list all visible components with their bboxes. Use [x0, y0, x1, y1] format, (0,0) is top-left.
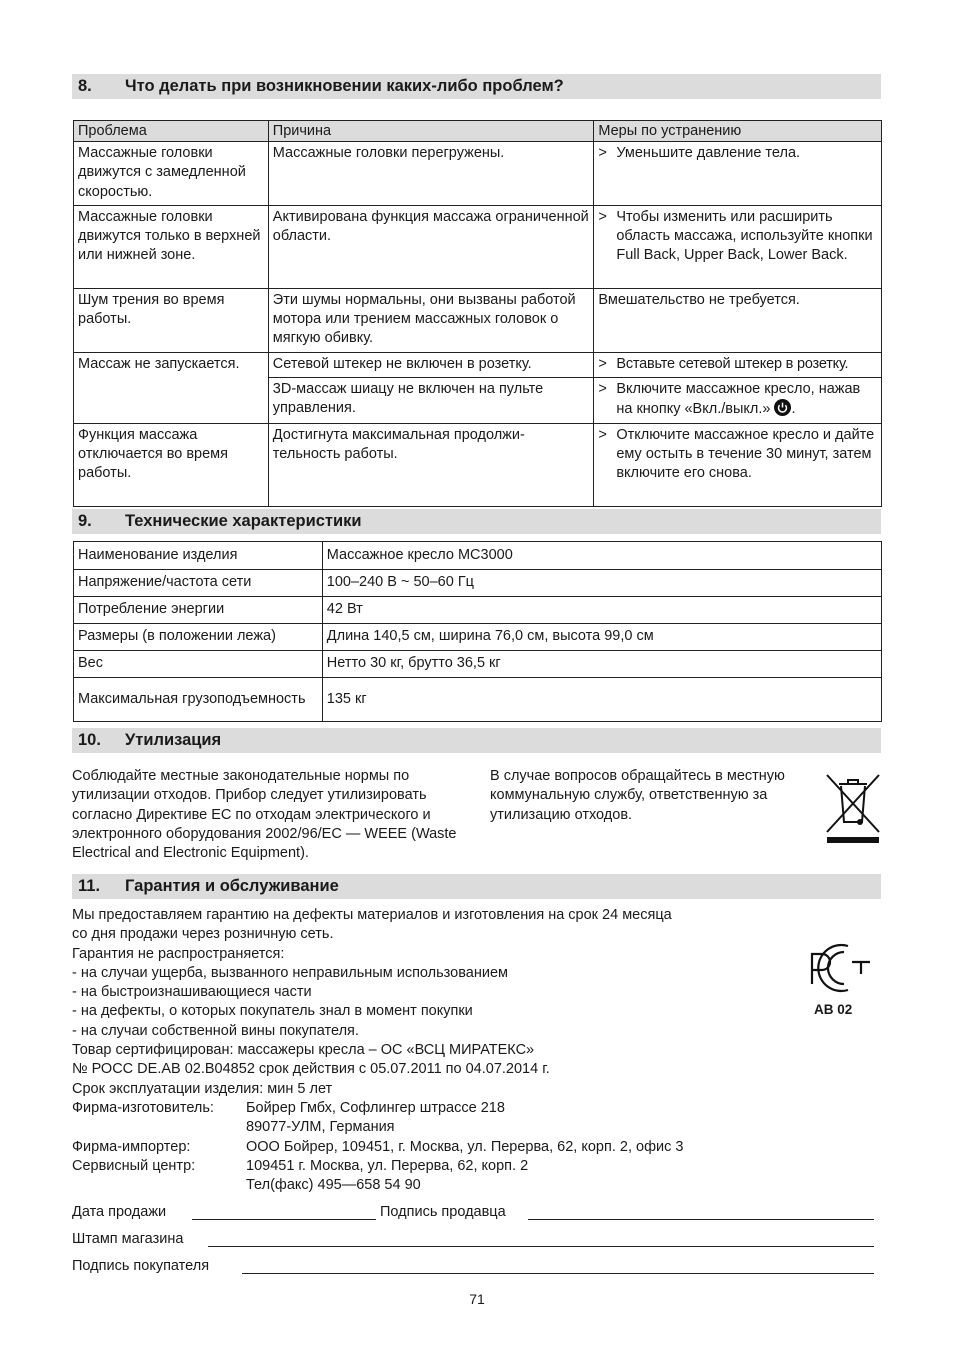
cause-cell: Сетевой штекер не включен в розетку. — [268, 352, 594, 377]
spec-label: Напряжение/частота сети — [74, 570, 323, 597]
specs-table — [73, 541, 882, 722]
problem-cell: Массаж не запускается. — [74, 352, 269, 423]
page-number: 71 — [469, 1291, 485, 1307]
spec-label: Размеры (в положении лежа) — [74, 624, 323, 651]
table-row — [74, 423, 882, 506]
bullet: > — [598, 426, 607, 443]
cause-cell: 3D-массаж шиацу не включен на пульте управления. — [268, 378, 594, 424]
text-line: - на случаи собственной вины покупателя. — [72, 1022, 359, 1039]
text-line: Срок эксплуатации изделия: мин 5 лет — [72, 1080, 333, 1097]
cause-cell: Достигнута максимальная продолжи-тельность работы. — [268, 423, 594, 506]
section-11-heading — [72, 874, 881, 899]
remedy-text: Отключите массажное кресло и дайте ему остыть в течение 30 минут, затем включите его снова. — [616, 426, 875, 482]
service-row — [72, 1176, 872, 1195]
problem-cell: Шум трения во время работы. — [74, 288, 269, 352]
section-number: 8. — [78, 77, 92, 95]
importer-value: ООО Бойрер, 109451, г. Москва, ул. Перерва, 62, корп. 2, офис 3 — [246, 1138, 684, 1155]
cause-cell: Активирована функция массажа ограниченной области. — [268, 205, 594, 288]
remedy-cell — [594, 352, 882, 377]
section-number: 11. — [78, 877, 101, 895]
cause-cell: Массажные головки перегружены. — [268, 142, 594, 206]
section-9-heading — [72, 509, 881, 534]
spec-value: 42 Вт — [322, 597, 881, 624]
section-title: Что делать при возникновении каких-либо проблем? — [125, 77, 564, 95]
manufacturer-value: 89077-УЛМ, Германия — [246, 1119, 395, 1136]
table-row — [74, 678, 882, 722]
manufacturer-row — [72, 1118, 872, 1137]
bullet: > — [598, 145, 607, 161]
importer-row — [72, 1138, 872, 1157]
manufacturer-label: Фирма-изготовитель: — [72, 1100, 214, 1116]
power-button-icon — [774, 399, 791, 416]
spec-label: Вес — [74, 651, 323, 678]
section-10-heading — [72, 728, 881, 753]
sale-date-line[interactable] — [192, 1219, 376, 1220]
text-line: - на дефекты, о которых покупатель знал в момент покупки — [72, 1003, 473, 1020]
pct-certification-logo — [798, 940, 874, 996]
sale-date-label: Дата продажи — [72, 1204, 167, 1220]
disposal-text-right: В случае вопросов обращайтесь в местную коммунальную службу, ответственную за утилизацию отходов. — [490, 768, 785, 823]
troubleshooting-table — [73, 120, 882, 507]
disposal-text-left: Соблюдайте местные законодательные нормы по утилизации отходов. Прибор следует утилизировать согласно Директиве ЕС по отходам электрического и электронного оборудования 2002/96/EC — WEEE (Waste Electrical and Electronic Equipment). — [72, 768, 457, 862]
bullet: > — [598, 381, 607, 398]
column-header: Меры по устранению — [594, 121, 882, 142]
spec-value: Массажное кресло MC3000 — [322, 542, 881, 570]
seller-sign-line[interactable] — [528, 1219, 874, 1220]
manufacturer-value: Бойрер Гмбх, Софлингер штрассе 218 — [246, 1100, 505, 1116]
remedy-cell — [594, 378, 882, 424]
problem-cell: Массажные головки движутся только в верхней или нижней зоне. — [74, 205, 269, 288]
table-row — [74, 288, 882, 352]
table-row — [74, 142, 882, 206]
remedy-cell — [594, 142, 882, 206]
text-line: Товар сертифицирован: массажеры кресла – ОС «ВСЦ МИРАТЕКС» — [72, 1042, 535, 1059]
problem-cell: Функция массажа отключается во время работы. — [74, 423, 269, 506]
spec-label: Максимальная грузоподъемность — [74, 678, 323, 722]
table-row — [74, 597, 882, 624]
cert-code: АВ 02 — [814, 1002, 853, 1017]
remedy-text: Вставьте сетевой штекер в розетку. — [616, 355, 849, 372]
table-row — [74, 570, 882, 597]
weee-crossed-bin-icon — [824, 772, 882, 844]
text-line: № РОСС DE.АВ 02.В04852 срок действия с 05.07.2011 по 04.07.2014 г. — [72, 1061, 550, 1078]
company-info — [72, 1099, 872, 1195]
stamp-label: Штамп магазина — [72, 1231, 184, 1247]
section-number: 10. — [78, 731, 101, 749]
text-line: - на быстроизнашивающиеся части — [72, 984, 312, 1001]
section-title: Технические характеристики — [125, 512, 362, 530]
stamp-line[interactable] — [208, 1246, 874, 1247]
spec-value: 100–240 В ~ 50–60 Гц — [322, 570, 881, 597]
buyer-sign-label: Подпись покупателя — [72, 1258, 210, 1274]
service-value: Тел(факс) 495—658 54 90 — [246, 1177, 421, 1194]
remedy-cell — [594, 205, 882, 288]
service-value: 109451 г. Москва, ул. Перерва, 62, корп. 2 — [246, 1157, 529, 1174]
section-title: Утилизация — [125, 731, 222, 749]
table-row — [74, 542, 882, 570]
spec-label: Наименование изделия — [74, 542, 323, 570]
warranty-text — [72, 906, 772, 1099]
spec-value: Длина 140,5 см, ширина 76,0 см, высота 99,0 см — [322, 624, 881, 651]
problem-cell: Массажные головки движутся с замедленной скоростью. — [74, 142, 269, 206]
cause-cell: Эти шумы нормальны, они вызваны работой мотора или трением массажных головок о мягкую обивку. — [268, 288, 594, 352]
table-row — [74, 352, 882, 377]
manufacturer-row — [72, 1099, 872, 1118]
remedy-cell: Вмешательство не требуется. — [594, 288, 882, 352]
section-8-heading — [72, 74, 881, 99]
spec-value: Нетто 30 кг, брутто 36,5 кг — [322, 651, 881, 678]
bullet: > — [598, 208, 607, 225]
importer-label: Фирма-импортер: — [72, 1138, 191, 1155]
table-header-row — [74, 121, 882, 142]
text-line: со дня продажи через розничную сеть. — [72, 926, 334, 943]
spec-value: 135 кг — [322, 678, 881, 722]
text-line: Мы предоставляем гарантию на дефекты материалов и изготовления на срок 24 месяца — [72, 907, 672, 923]
buyer-sign-line[interactable] — [242, 1273, 874, 1274]
service-row — [72, 1157, 872, 1176]
remedy-text-wrap: Включите массажное кресло, нажав на кнопку «Вкл./выкл.» . — [616, 381, 861, 418]
remedy-text: Чтобы изменить или расширить область массажа, используйте кнопки Full Back, Upper Back, Lower Back. — [616, 208, 873, 264]
column-header: Проблема — [74, 121, 269, 142]
bullet: > — [598, 355, 607, 372]
text-line: Гарантия не распространяется: — [72, 945, 285, 962]
remedy-cell — [594, 423, 882, 506]
remedy-text: Уменьшите давление тела. — [616, 145, 801, 161]
column-header: Причина — [268, 121, 594, 142]
table-row — [74, 624, 882, 651]
service-label: Сервисный центр: — [72, 1157, 196, 1174]
table-row — [74, 205, 882, 288]
remedy-text: Включите массажное кресло, нажав на кнопку «Вкл./выкл.» — [616, 381, 861, 418]
seller-sign-label: Подпись продавца — [380, 1204, 506, 1220]
spec-label: Потребление энергии — [74, 597, 323, 624]
section-title: Гарантия и обслуживание — [125, 877, 339, 895]
table-row — [74, 651, 882, 678]
text-line: - на случаи ущерба, вызванного неправильным использованием — [72, 964, 508, 981]
section-number: 9. — [78, 512, 92, 530]
